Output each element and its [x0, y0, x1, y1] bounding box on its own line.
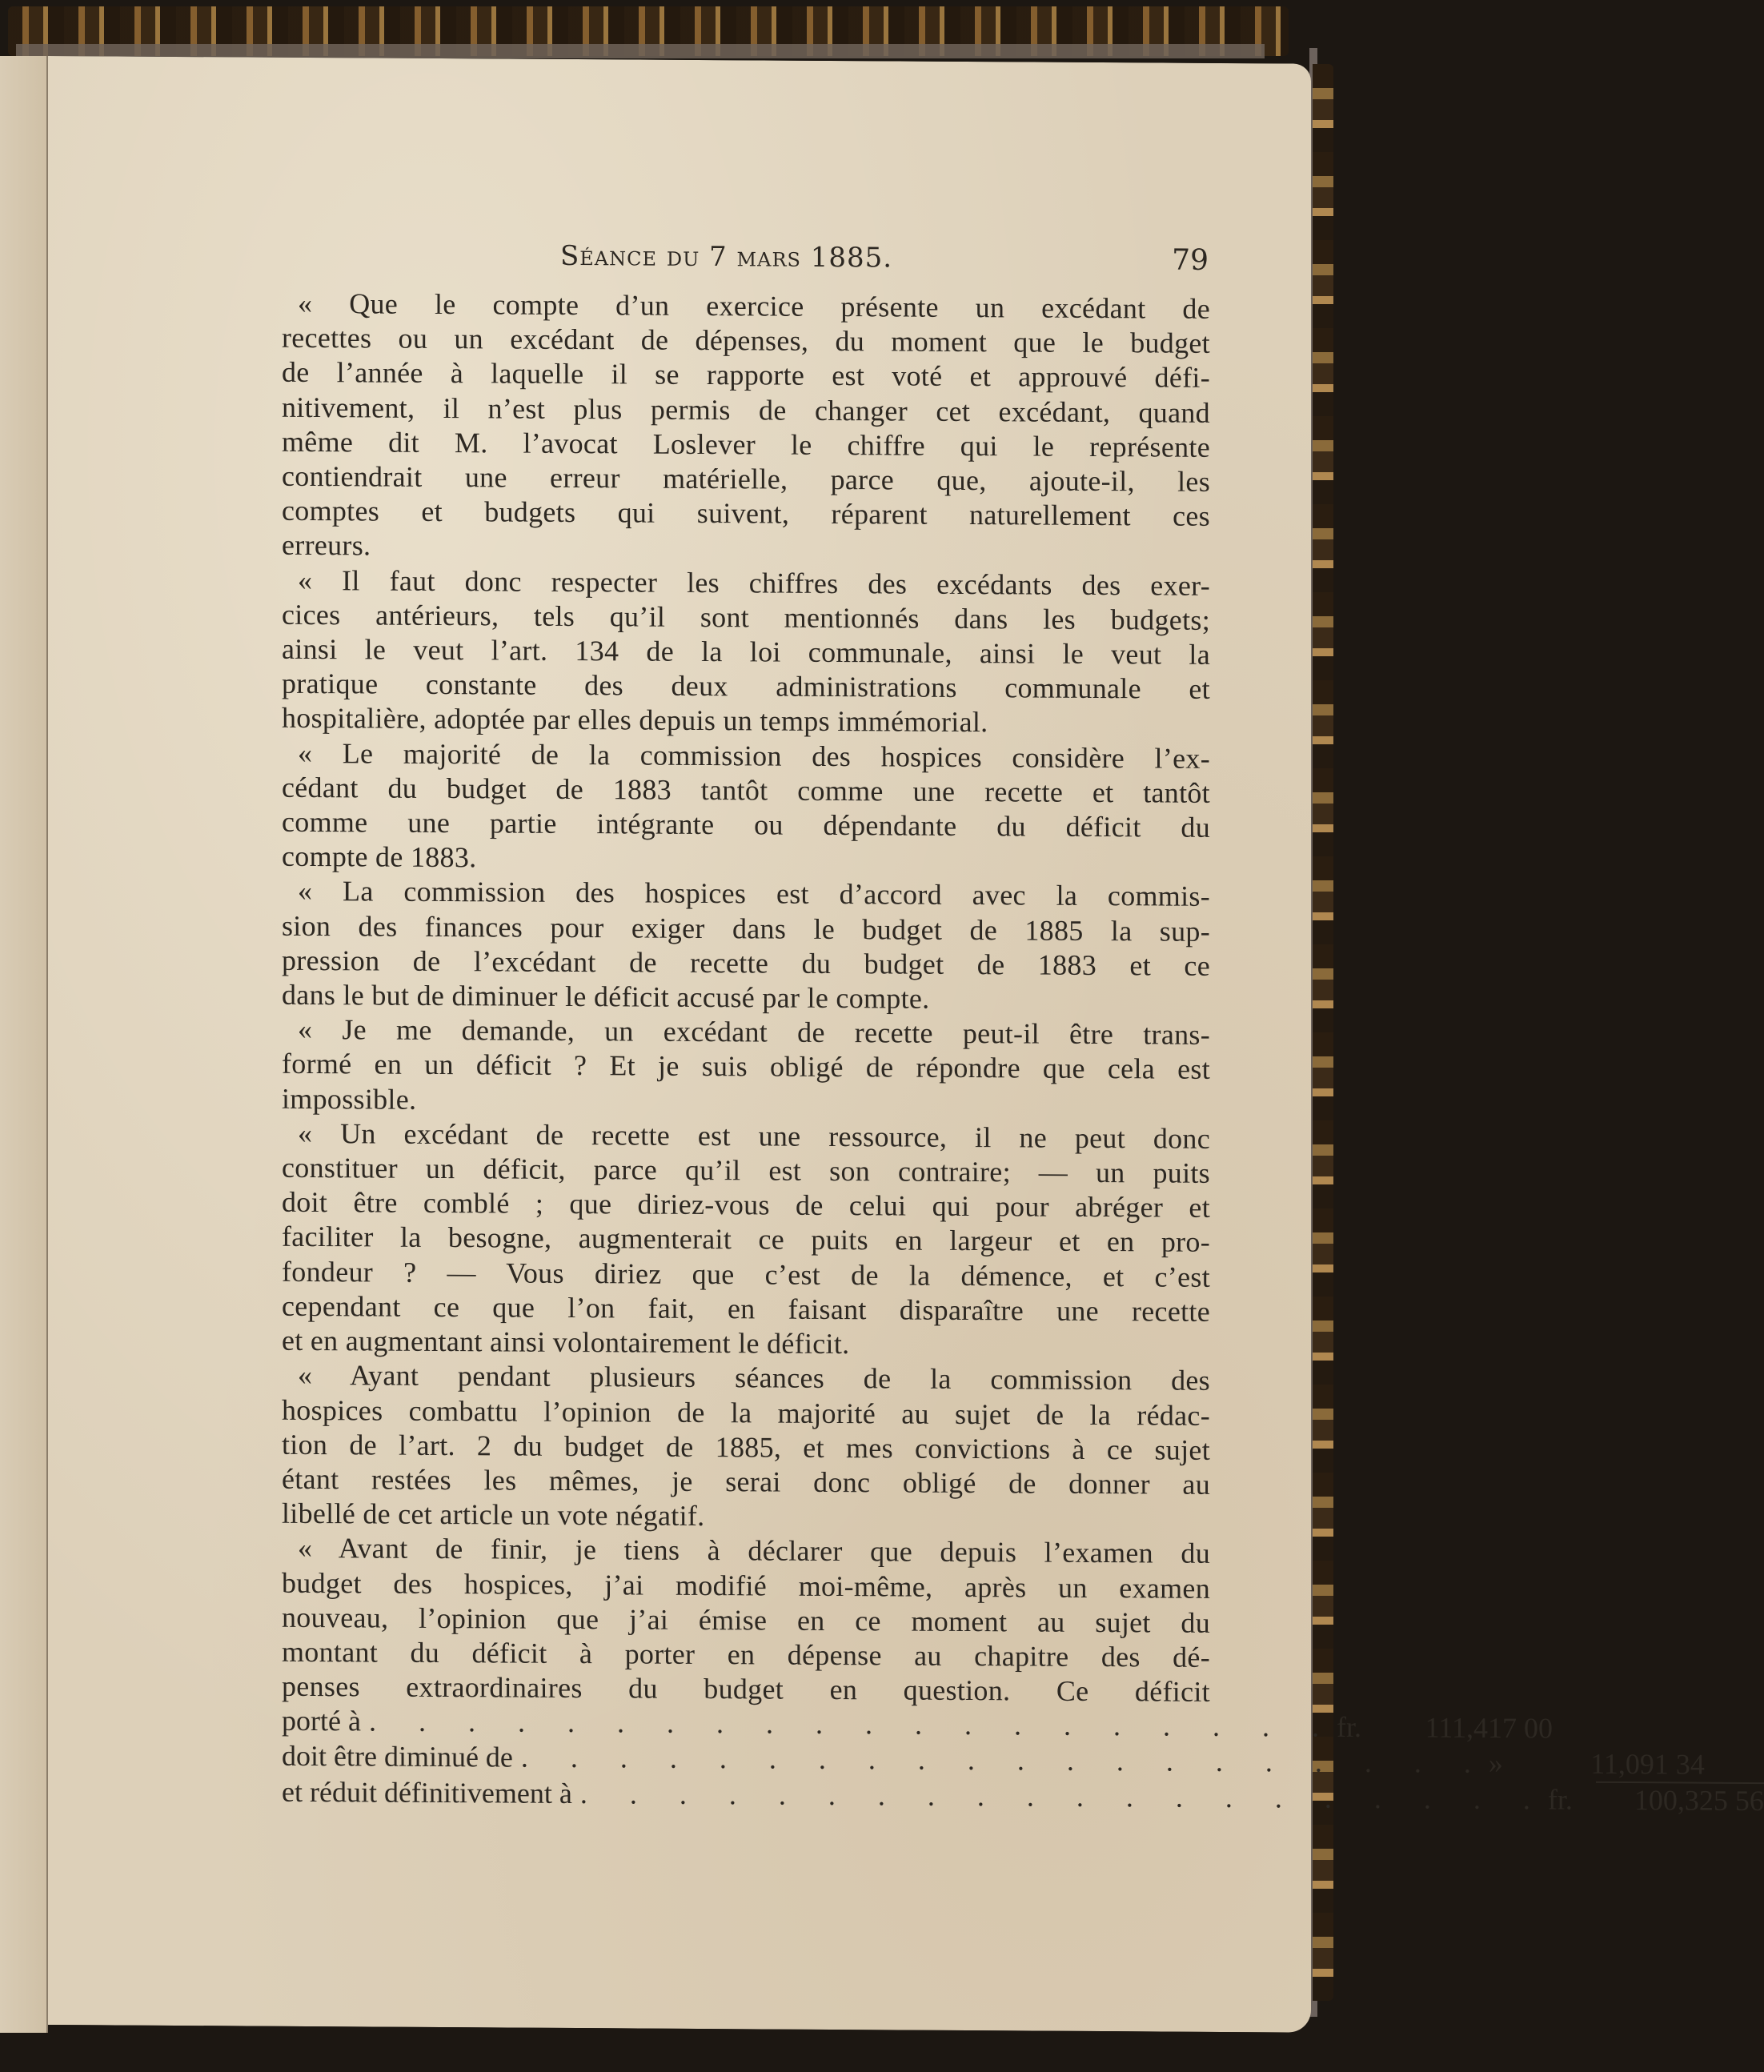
text-line: sion des finances pour exiger dans le budget de 1885 la sup-: [282, 909, 1210, 948]
text-line: « Que le compte d’un exercice présente un excédant de: [298, 287, 1210, 325]
text-line: comptes et budgets qui suivent, réparent naturellement ces: [282, 495, 1210, 533]
text-line: « Le majorité de la commission des hospices considère l’ex-: [298, 736, 1210, 775]
text-line: recettes ou un excédant de dépenses, du moment que le budget: [282, 321, 1210, 360]
leader-dots: . . . . . . . . . . . . . . . . . . . .: [579, 1777, 1548, 1816]
leader-dots: . . . . . . . . . . . . . . . . . . . .: [368, 1705, 1337, 1744]
text-line: tion de l’art. 2 du budget de 1885, et mes convictions à ce sujet: [282, 1428, 1210, 1466]
paragraph: [282, 874, 1210, 1018]
text-line: doit être comblé ; que diriez-vous de celui qui pour abréger et: [282, 1186, 1210, 1224]
leader-dots: . . . . . . . . . . . . . . . . . . . .: [520, 1741, 1489, 1779]
previous-page-edge: [0, 56, 48, 2033]
text-line: nouveau, l’opinion que j’ai émise en ce moment au sujet du: [282, 1601, 1210, 1639]
ledger-label: porté à: [282, 1705, 361, 1737]
text-line: contiendrait une erreur matérielle, parce que, ajoute-il, les: [282, 459, 1210, 498]
text-line: ainsi le veut l’art. 134 de la loi communale, ainsi le veut la: [282, 632, 1210, 671]
text-line: « Je me demande, un excédant de recette peut-il être trans-: [298, 1013, 1210, 1052]
ledger-row: [282, 1773, 1764, 1817]
text-line: libellé de cet article un vote négatif.: [282, 1497, 705, 1533]
text-line: compte de 1883.: [282, 840, 477, 874]
text-line: pression de l’excédant de recette du budget de 1883 et ce: [282, 944, 1210, 982]
paragraph: [282, 1116, 1210, 1365]
running-head-title: Séance du 7 mars 1885.: [560, 239, 893, 275]
text-line: cédant du budget de 1883 tantôt comme une recette et tantôt: [282, 771, 1210, 809]
body-text: [282, 287, 1210, 1709]
text-line: nitivement, il n’est plus permis de changer cet excédant, quand: [282, 391, 1210, 429]
text-line: hospices combattu l’opinion de la majorité au sujet de la rédac-: [282, 1393, 1210, 1432]
ledger-label: et réduit définitivement à: [282, 1775, 572, 1809]
text-line: impossible.: [282, 1082, 417, 1116]
text-line: dans le but de diminuer le déficit accusé par le compte.: [282, 978, 930, 1015]
text-line: « Avant de finir, je tiens à déclarer que depuis l’examen du: [298, 1532, 1210, 1570]
running-head: [282, 238, 1210, 292]
text-line: étant restées les mêmes, je serai donc obligé de donner au: [282, 1462, 1210, 1501]
text-line: de l’année à laquelle il se rapporte est voté et approuvé défi-: [282, 356, 1210, 395]
deficit-ledger: [282, 1704, 1764, 1817]
ledger-amount: 11,091 34: [1590, 1747, 1705, 1781]
paragraph: [282, 287, 1210, 569]
text-line: cices antérieurs, tels qu’il sont mentionnés dans les budgets;: [282, 598, 1210, 636]
paragraph: [282, 1012, 1210, 1122]
text-line: montant du déficit à porter en dépense au chapitre des dé-: [282, 1635, 1210, 1673]
ledger-currency: fr.: [1336, 1711, 1361, 1744]
text-line: constituer un déficit, parce qu’il est son contraire; — un puits: [282, 1151, 1210, 1189]
ledger-row: [282, 1704, 1553, 1745]
text-line: « Ayant pendant plusieurs séances de la commission des: [298, 1359, 1210, 1397]
paragraph: [282, 735, 1210, 880]
text-line: et en augmentant ainsi volontairement le déficit.: [282, 1324, 850, 1361]
paragraph: [282, 563, 1210, 741]
text-line: faciliter la besogne, augmenterait ce puits en largeur et en pro-: [282, 1220, 1210, 1259]
text-line: penses extraordinaires du budget en question. Ce déficit: [282, 1669, 1210, 1708]
ledger-currency: »: [1488, 1746, 1503, 1779]
page-number: 79: [1172, 243, 1209, 277]
text-line: même dit M. l’avocat Loslever le chiffre qui le représente: [282, 425, 1210, 463]
paragraph: [282, 1358, 1210, 1537]
text-line: comme une partie intégrante ou dépendante du déficit du: [282, 805, 1210, 844]
text-line: cependant ce que l’on fait, en faisant disparaître une recette: [282, 1289, 1210, 1328]
book-page: [48, 56, 1764, 2033]
text-line: hospitalière, adoptée par elles depuis un temps immémorial.: [282, 702, 988, 739]
text-line: fondeur ? — Vous diriez que c’est de la démence, et c’est: [282, 1255, 1210, 1293]
ledger-label: doit être diminué de: [282, 1739, 513, 1773]
ledger-amount: 100,325 56: [1596, 1781, 1764, 1818]
page-text-block: [282, 238, 1764, 1817]
text-line: budget des hospices, j’ai modifié moi-même, après un examen: [282, 1566, 1210, 1605]
text-line: « La commission des hospices est d’accord avec la commis-: [298, 875, 1210, 913]
text-line: formé en un déficit ? Et je suis obligé de répondre que cela est: [282, 1048, 1210, 1086]
text-line: erreurs.: [282, 529, 371, 562]
ledger-row: [282, 1738, 1705, 1781]
text-line: « Il faut donc respecter les chiffres des excédants des exer-: [298, 563, 1210, 602]
text-line: « Un excédant de recette est une ressource, il ne peut donc: [298, 1116, 1210, 1155]
ledger-currency: fr.: [1547, 1783, 1573, 1816]
ledger-amount: 111,417 00: [1425, 1711, 1553, 1745]
paragraph: [282, 1531, 1210, 1709]
text-line: pratique constante des deux administrations communale et: [282, 667, 1210, 706]
